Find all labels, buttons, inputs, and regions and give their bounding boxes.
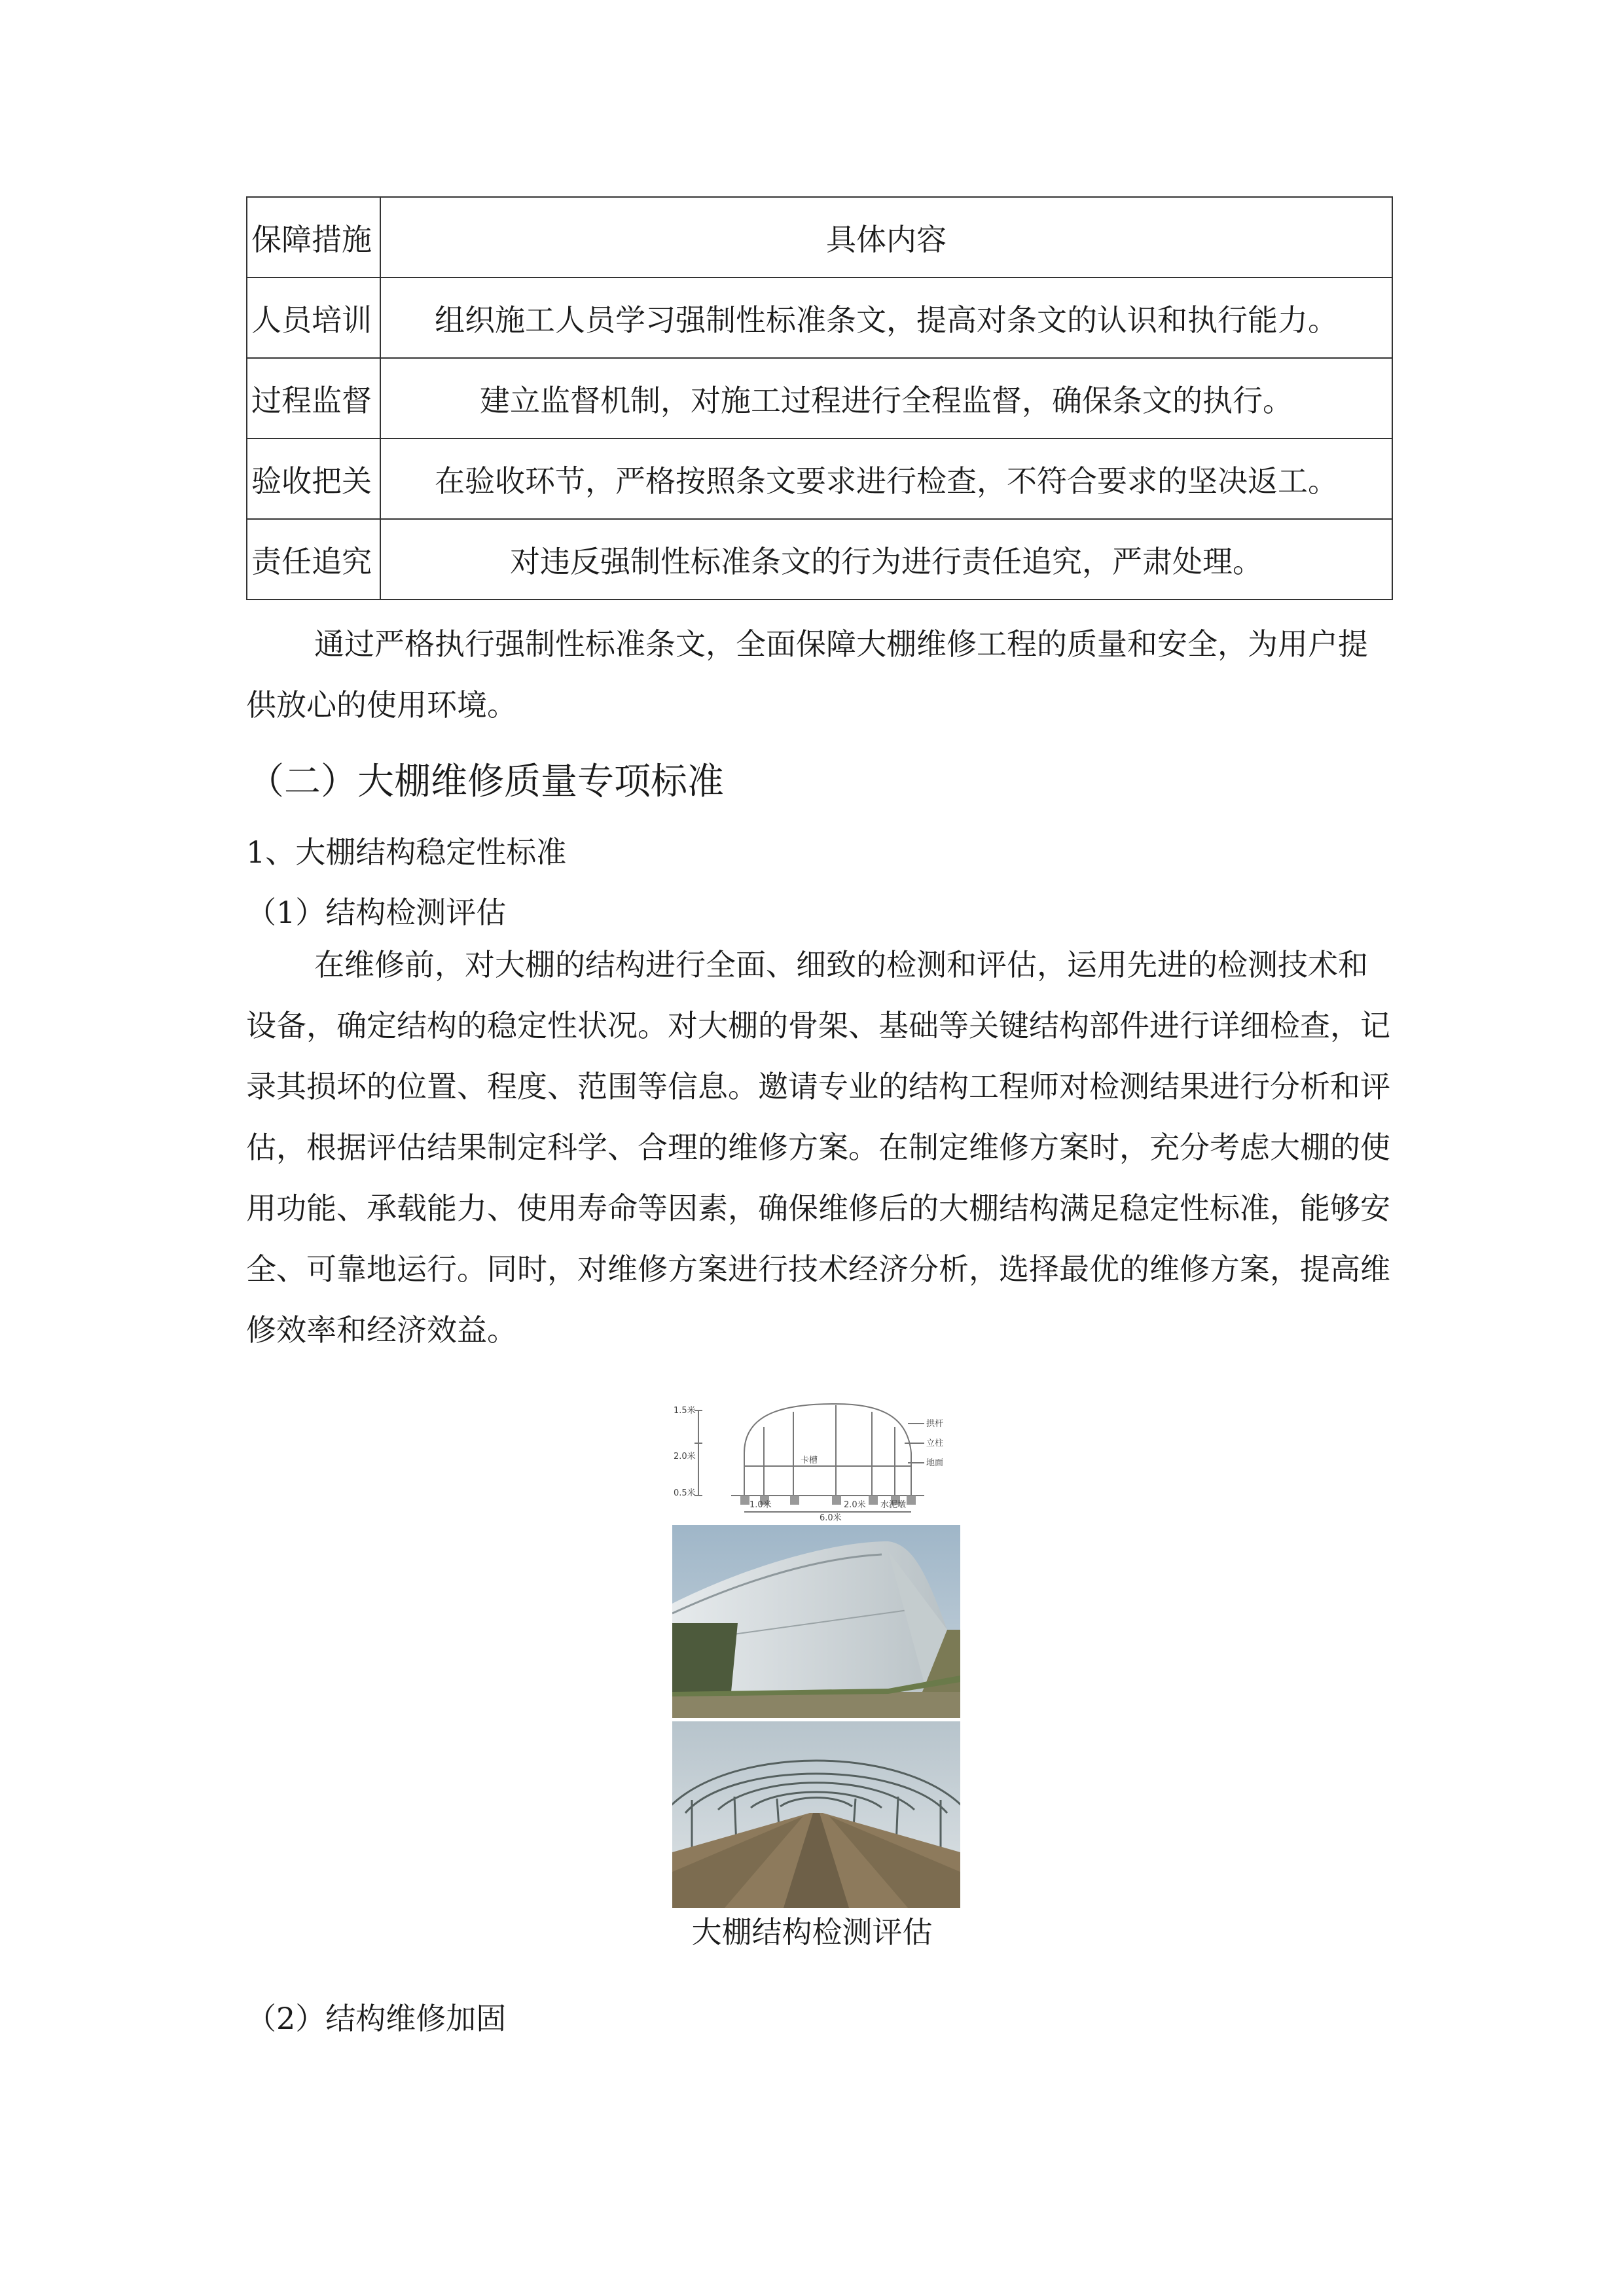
table-cell: 建立监督机制，对施工过程进行全程监督，确保条文的执行。 [380, 358, 1392, 439]
table-row [247, 278, 1392, 358]
section-title: （二）大棚维修质量专项标准 [247, 761, 724, 803]
table-cell: 过程监督 [247, 358, 380, 439]
diagram-dim-label: 1.5米 [674, 1406, 696, 1416]
table-header-cell: 保障措施 [247, 197, 380, 278]
diagram-part-label: 水泥墩 [880, 1500, 907, 1510]
table-row [247, 439, 1392, 519]
diagram-part-label: 拱杆 [926, 1419, 944, 1429]
subsection-title: 1、大棚结构稳定性标准 [246, 834, 567, 870]
table-cell: 对违反强制性标准条文的行为进行责任追究，严肃处理。 [380, 519, 1392, 600]
table-header-row [247, 197, 1392, 278]
figure-caption: 大棚结构检测评估 [691, 1914, 933, 1950]
diagram-dim-label: 6.0米 [820, 1513, 842, 1522]
diagram-dim-label: 2.0米 [674, 1452, 696, 1462]
table-cell: 验收把关 [247, 439, 380, 519]
table-header-cell: 具体内容 [380, 197, 1392, 278]
diagram-part-label: 卡槽 [801, 1456, 818, 1465]
table-row [247, 358, 1392, 439]
body-paragraph: 在维修前，对大棚的结构进行全面、细致的检测和评估，运用先进的检测技术和设备，确定结构的稳定性状况。对大棚的骨架、基础等关键结构部件进行详细检查，记录其损坏的位置、程度、范围等信息。邀请专业的结构工程师对检测结果进行分析和评估，根据评估结果制定科学、合理的维修方案。在制定维修方案时，充分考虑大棚的使用功能、承载能力、使用寿命等因素，确保维修后的大棚结构满足稳定性标准，能够安全、可靠地运行。同时，对维修方案进行技术经济分析，选择最优的维修方案，提高维修效率和经济效益。 [246, 947, 1390, 1348]
measures-table [246, 196, 1393, 600]
diagram-part-label: 立柱 [926, 1439, 944, 1448]
table-cell: 组织施工人员学习强制性标准条文，提高对条文的认识和执行能力。 [380, 278, 1392, 358]
greenhouse-exterior-photo [672, 1525, 960, 1718]
item-title: （1）结构检测评估 [246, 895, 507, 930]
table-cell: 人员培训 [247, 278, 380, 358]
table-cell: 责任追究 [247, 519, 380, 600]
table-cell: 在验收环节，严格按照条文要求进行检查，不符合要求的坚决返工。 [380, 439, 1392, 519]
diagram-dim-label: 1.0米 [749, 1500, 772, 1510]
diagram-dim-label: 0.5米 [674, 1488, 696, 1498]
diagram-part-label: 地面 [926, 1458, 944, 1468]
item-title: （2）结构维修加固 [246, 2001, 507, 2036]
greenhouse-interior-photo [672, 1721, 960, 1908]
summary-paragraph: 通过严格执行强制性标准条文，全面保障大棚维修工程的质量和安全，为用户提供放心的使用环境。 [246, 626, 1368, 723]
greenhouse-diagram [672, 1397, 960, 1522]
table-row [247, 519, 1392, 600]
diagram-dim-label: 2.0米 [844, 1500, 866, 1510]
